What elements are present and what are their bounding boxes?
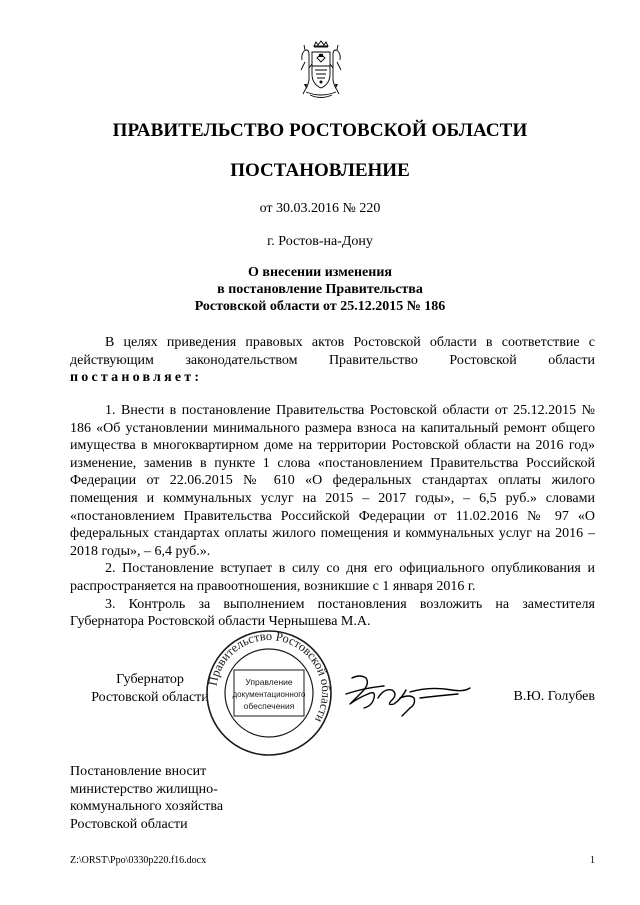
contributor-line: Постановление вносит xyxy=(70,764,207,779)
stamp-inner-line: обеспечения xyxy=(243,701,295,711)
decree-items xyxy=(70,402,595,631)
preamble-text: В целях приведения правовых актов Ростовской области в соответствие с действующим законодательством Правительство Ростовской области xyxy=(70,335,595,368)
subject-line: в постановление Правительства xyxy=(217,282,423,297)
preamble-paragraph xyxy=(70,334,595,387)
organization-title: ПРАВИТЕЛЬСТВО РОСТОВСКОЙ ОБЛАСТИ xyxy=(112,120,528,141)
subject-line: Ростовской области от 25.12.2015 № 186 xyxy=(194,299,446,314)
preamble xyxy=(70,334,595,387)
handwritten-signature xyxy=(340,668,480,718)
file-path: Z:\ORST\Ppo\0330p220.f16.docx xyxy=(70,855,207,866)
decree-item: 2. Постановление вступает в силу со дня его официального опубликования и распространяется на правоотношения, возникшие с 1 января 2016 г. xyxy=(70,561,595,594)
subject-line: О внесении изменения xyxy=(248,265,392,280)
contributor-line: министерство жилищно- xyxy=(70,781,218,797)
document-type: ПОСТАНОВЛЕНИЕ xyxy=(230,160,410,181)
coat-of-arms-icon xyxy=(298,40,344,100)
contributor-line: коммунального хозяйства xyxy=(70,799,224,815)
document-date-number: от 30.03.2016 № 220 xyxy=(259,201,381,216)
document-city: г. Ростов-на-Дону xyxy=(267,234,373,249)
stamp-inner-line: документационного xyxy=(232,690,306,699)
contributor-note xyxy=(70,763,290,833)
signer-name: В.Ю. Голубев xyxy=(513,689,595,704)
signer-position-line: Ростовской области xyxy=(91,690,209,705)
decree-item: 3. Контроль за выполнением постановления возложить на заместителя Губернатора Ростовской области Чернышева М.А. xyxy=(70,596,595,630)
page-number: 1 xyxy=(590,855,595,866)
signer-position-line: Губернатор xyxy=(116,672,184,687)
decree-item: 1. Внести в постановление Правительства Ростовской области от 25.12.2015 № 186 «Об установлении минимального размера взноса на капитальный ремонт общего имущества в многоквартирном доме на территории Ростовской области на 2016 год» изменение, заменив в пункте 1 слова «постановлением Правительства Российской Федерации от 22.06.2015 № 610 «О федеральных стандартах оплаты жилого помещения и коммунальных услуг на 2015 – 2017 годы», – 6,5 руб.» словами «постановлением Правительства Российской Федерации от 11.02.2016 № 97 «О федеральных стандартах оплаты жилого помещения и коммунальных услуг на 2016 – 2018 годы», – 6,4 руб.». xyxy=(70,403,595,559)
decree-keyword: постановляет: xyxy=(70,370,203,386)
stamp-inner-line: Управление xyxy=(245,677,293,687)
contributor-line: Ростовской области xyxy=(70,816,188,832)
official-stamp xyxy=(204,628,334,758)
stamp-outer-text: Правительство Ростовской области xyxy=(205,628,334,725)
document-subject xyxy=(0,264,640,315)
